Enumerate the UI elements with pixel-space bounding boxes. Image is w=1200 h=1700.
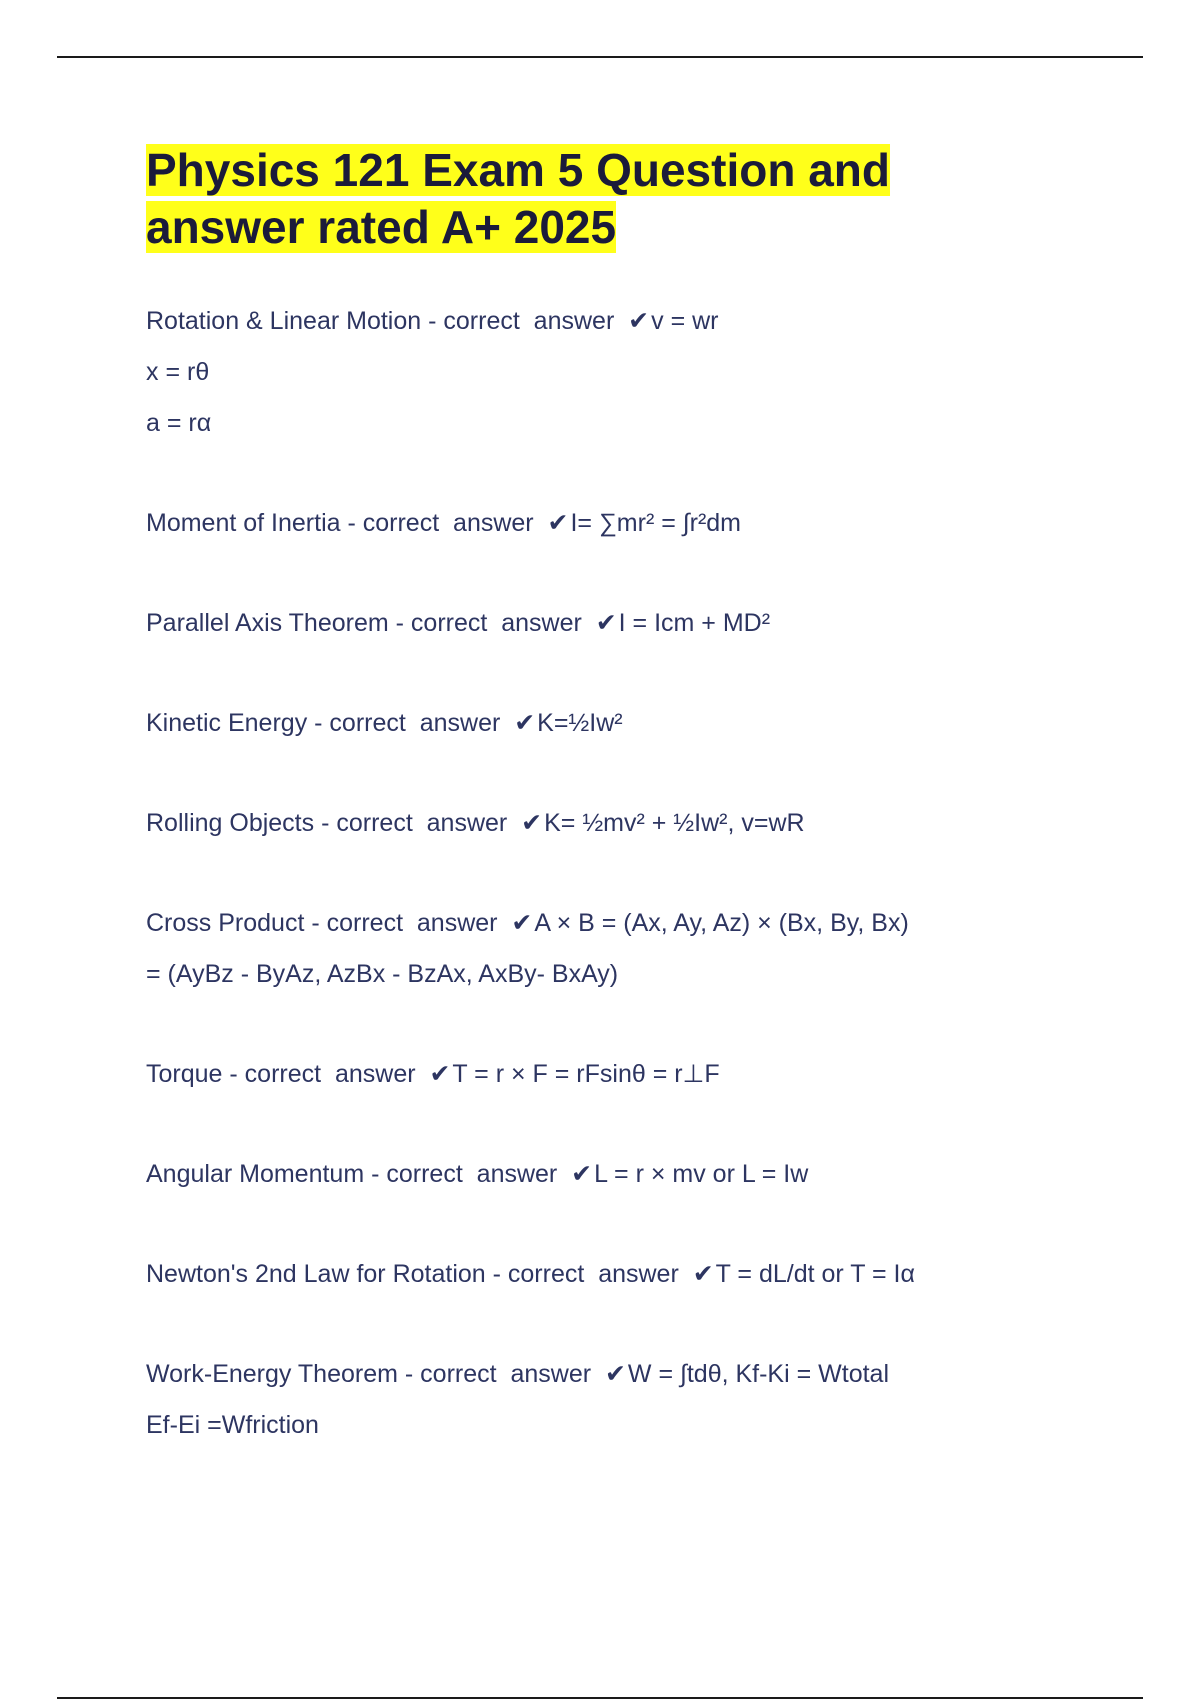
check-mark-icon: ✔	[692, 1260, 714, 1288]
title-line-2: answer rated A+ 2025	[146, 201, 617, 253]
qa-answer-line: I = Icm + MD²	[618, 609, 771, 637]
qa-answer-line: L = r × mv or L = Iw	[594, 1160, 809, 1188]
qa-item	[146, 1049, 1046, 1100]
qa-item	[146, 498, 1046, 549]
qa-first-line	[146, 798, 1046, 849]
answer-prefix: - correct answer	[340, 509, 548, 537]
qa-list	[146, 296, 1046, 1451]
qa-term: Newton's 2nd Law for Rotation	[146, 1260, 486, 1288]
document-title	[146, 142, 1046, 256]
answer-prefix: - correct answer	[222, 1060, 430, 1088]
qa-answer-line: K=½Iw²	[537, 709, 623, 737]
qa-item	[146, 1149, 1046, 1200]
qa-first-line	[146, 1349, 1046, 1400]
qa-item	[146, 598, 1046, 649]
check-mark-icon: ✔	[521, 809, 543, 837]
check-mark-icon: ✔	[604, 1360, 626, 1388]
qa-first-line	[146, 898, 1046, 949]
document-body	[146, 142, 1046, 1500]
title-line-1: Physics 121 Exam 5 Question and	[146, 144, 890, 196]
qa-answer-line: a = rα	[146, 409, 212, 437]
qa-item	[146, 898, 1046, 1000]
qa-answer-line: T = r × F = rFsinθ = r⊥F	[452, 1060, 720, 1088]
answer-prefix: - correct answer	[397, 1360, 605, 1388]
qa-first-line	[146, 498, 1046, 549]
check-mark-icon: ✔	[514, 709, 536, 737]
qa-term: Parallel Axis Theorem	[146, 609, 389, 637]
qa-item	[146, 296, 1046, 449]
top-rule	[57, 56, 1143, 58]
qa-term: Rolling Objects	[146, 809, 315, 837]
check-mark-icon: ✔	[429, 1060, 451, 1088]
qa-first-line	[146, 698, 1046, 749]
qa-term: Work-Energy Theorem	[146, 1360, 398, 1388]
check-mark-icon: ✔	[571, 1160, 593, 1188]
check-mark-icon: ✔	[511, 909, 533, 937]
check-mark-icon: ✔	[628, 307, 650, 335]
qa-answer-line: x = rθ	[146, 358, 210, 386]
qa-answer-line: A × B = (Ax, Ay, Az) × (Bx, By, Bx)	[534, 909, 909, 937]
answer-prefix: - correct answer	[485, 1260, 693, 1288]
qa-answer-line: T = dL/dt or T = Iα	[715, 1260, 915, 1288]
answer-prefix: - correct answer	[421, 307, 629, 335]
qa-answer-line: = (AyBz - ByAz, AzBx - BzAx, AxBy- BxAy)	[146, 960, 619, 988]
answer-prefix: - correct answer	[307, 709, 515, 737]
qa-item	[146, 698, 1046, 749]
qa-first-line	[146, 598, 1046, 649]
qa-item	[146, 798, 1046, 849]
qa-term: Kinetic Energy	[146, 709, 308, 737]
qa-answer-line: W = ∫tdθ, Kf-Ki = Wtotal	[627, 1360, 890, 1388]
qa-answer-line: Ef-Ei =Wfriction	[146, 1411, 319, 1439]
check-mark-icon: ✔	[595, 609, 617, 637]
qa-first-line	[146, 296, 1046, 347]
qa-term: Moment of Inertia	[146, 509, 341, 537]
answer-prefix: - correct answer	[314, 809, 522, 837]
bottom-rule	[57, 1697, 1143, 1699]
qa-answer-line: v = wr	[651, 307, 719, 335]
qa-term: Rotation & Linear Motion	[146, 307, 422, 335]
qa-item	[146, 1249, 1046, 1300]
qa-term: Cross Product	[146, 909, 305, 937]
qa-answer-line: I= ∑mr² = ∫r²dm	[570, 509, 741, 537]
qa-first-line	[146, 1249, 1046, 1300]
answer-prefix: - correct answer	[304, 909, 512, 937]
qa-item	[146, 1349, 1046, 1451]
qa-first-line	[146, 1049, 1046, 1100]
answer-prefix: - correct answer	[364, 1160, 572, 1188]
qa-term: Torque	[146, 1060, 223, 1088]
check-mark-icon: ✔	[547, 509, 569, 537]
qa-term: Angular Momentum	[146, 1160, 365, 1188]
qa-first-line	[146, 1149, 1046, 1200]
answer-prefix: - correct answer	[388, 609, 596, 637]
qa-answer-line: K= ½mv² + ½Iw², v=wR	[544, 809, 805, 837]
